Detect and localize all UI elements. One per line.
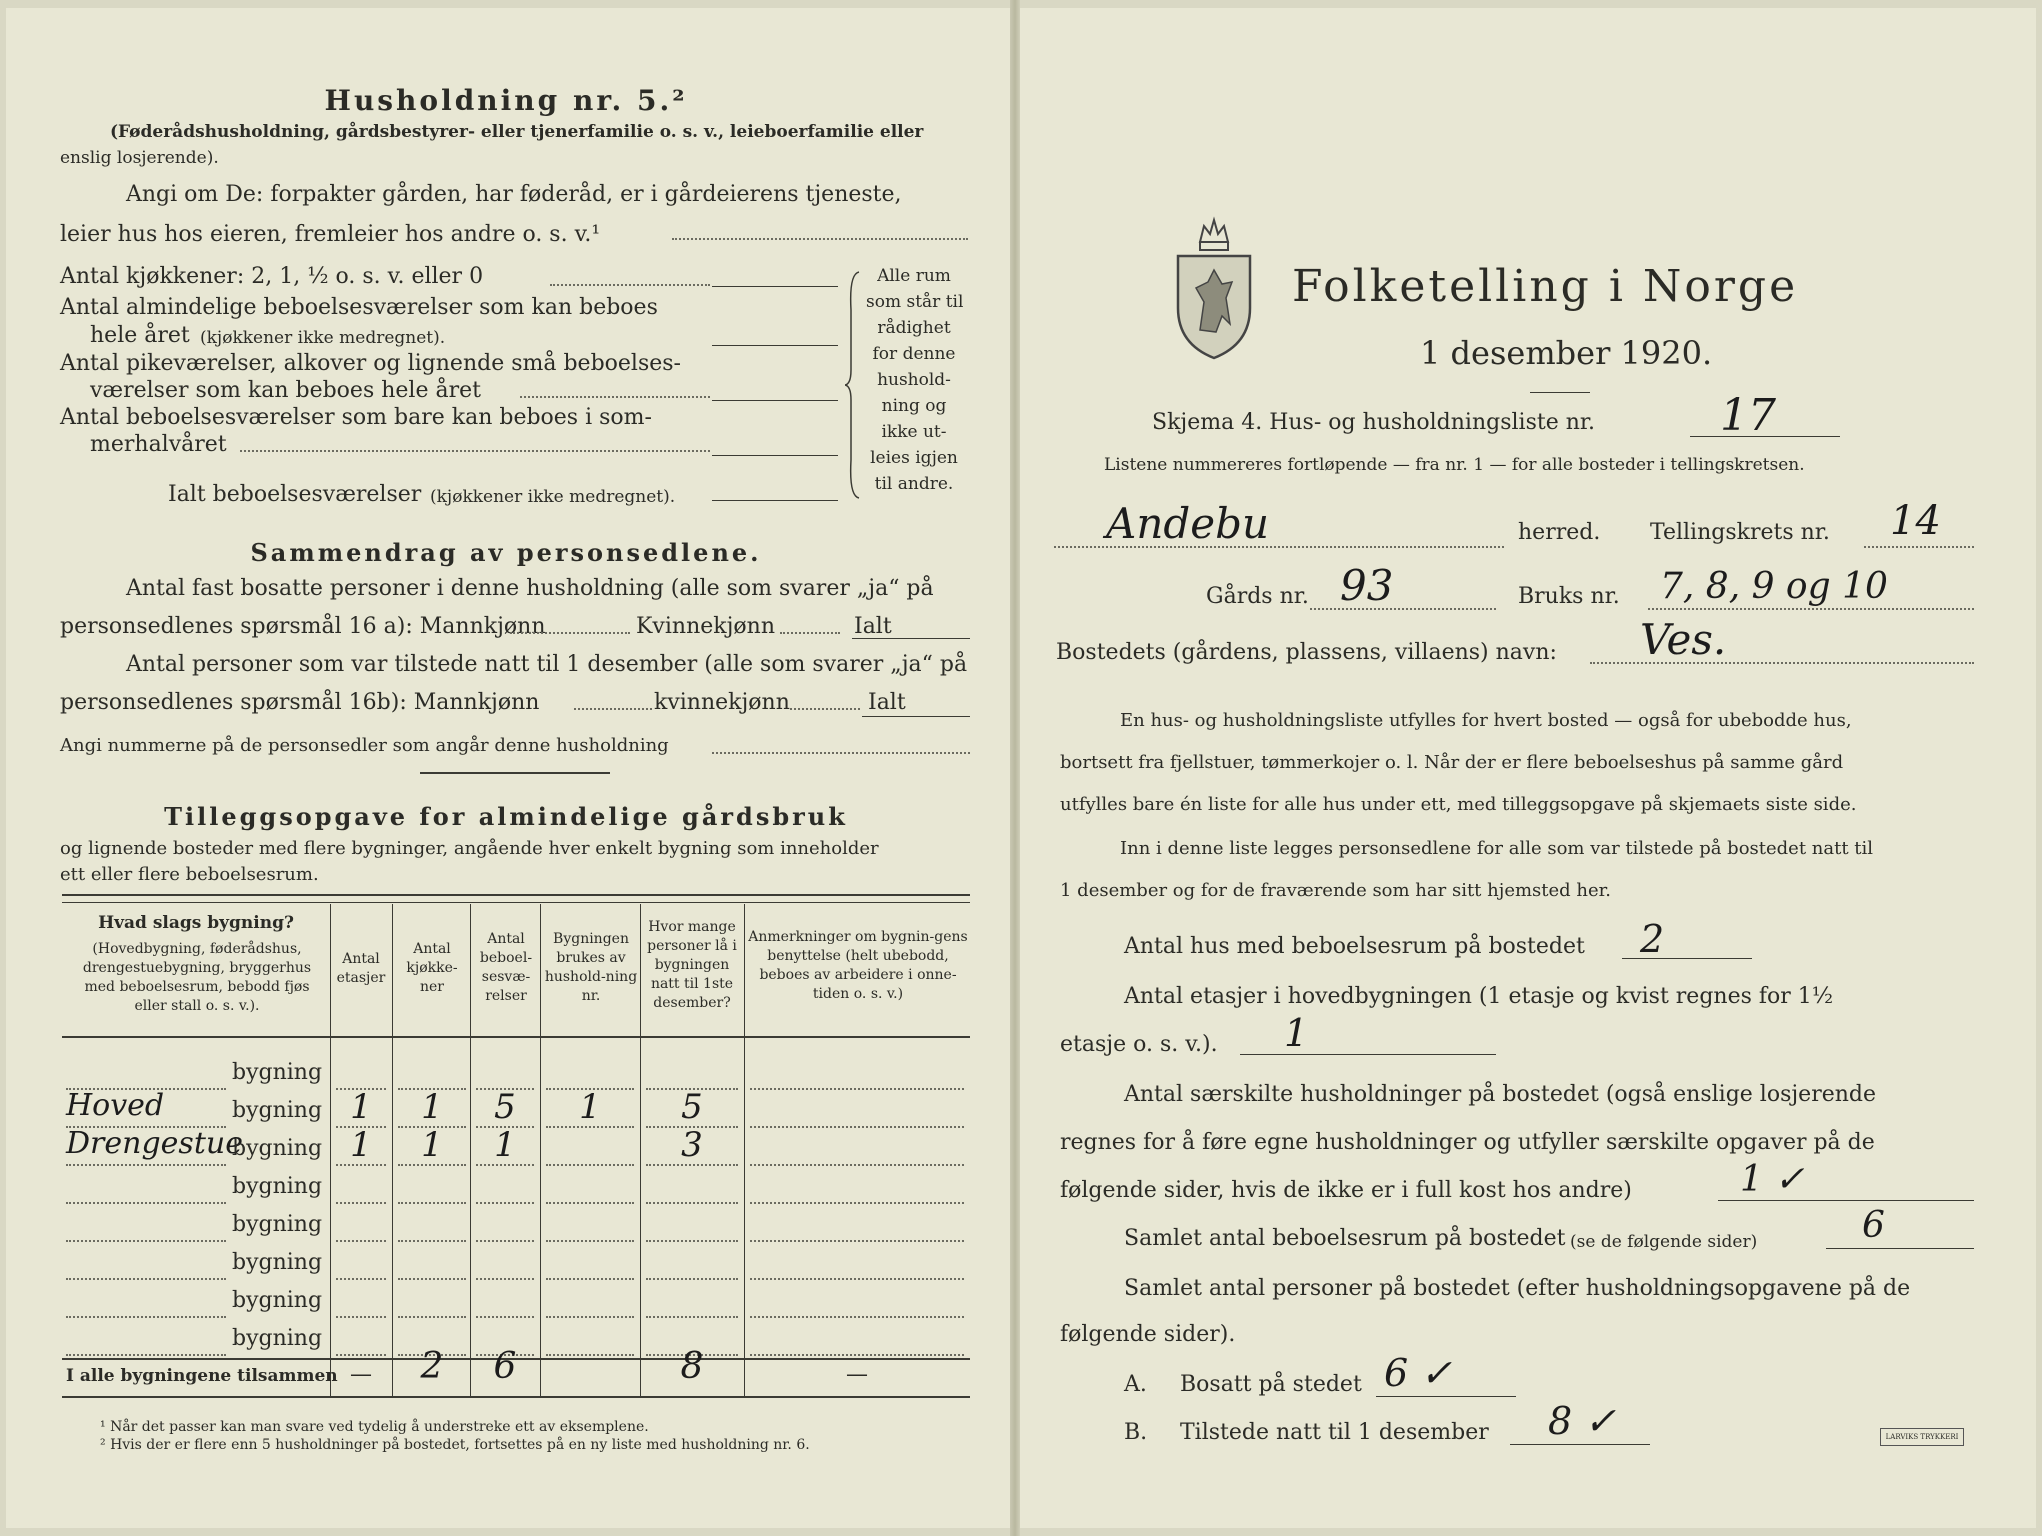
sommer-dots [240,450,710,452]
table-header-rule [62,1036,970,1038]
row-building-label: bygning [232,1326,323,1351]
table-bottom-rule [62,1396,970,1398]
summary-p2-line-1: Antal personer som var tilstede natt til 1 desember (alle som svarer „ja“ på [126,652,968,677]
skjema-line [1690,436,1840,437]
bruks-value: 7, 8, 9 og 10 [1660,566,1888,607]
row-building-label: bygning [232,1250,323,1275]
bruks-label: Bruks nr. [1518,584,1620,609]
row-vaerelser-cell: 5 [494,1087,516,1127]
row-kjokken-cell: 1 [421,1087,443,1127]
tillegg-note-2: ett eller flere beboelsesrum. [60,864,319,885]
col4-header: Bygningen brukes av hushold-ning nr. [544,931,638,1004]
row-cell-line [646,1278,738,1280]
footnote-1: ¹ Når det passer kan man svare ved tydelig å understreke ett av eksemplene. [100,1419,649,1435]
row-etasjer-cell: 1 [350,1125,372,1165]
bruks-line [1648,608,1974,610]
row-cell-line [546,1354,634,1356]
row-personer-cell: 3 [681,1125,703,1165]
q-hush-value: 1 ✓ [1740,1159,1805,1200]
bostedet-label: Bostedets (gårdens, plassens, villaens) navn: [1056,640,1557,665]
a-text: Bosatt på stedet [1180,1372,1362,1397]
instruction-5: 1 desember og for de fraværende som har sitt hjemsted her. [1060,880,1611,901]
summary-p1-mann-line [510,632,630,634]
pike-dots [520,396,710,398]
total-anmerkning: — [846,1362,868,1387]
row-cell-line [336,1278,386,1280]
col5-header: Hvor mange personer lå i bygningen natt til 1ste desember? [647,919,737,1011]
sommer-line-2: merhalvåret [90,432,227,457]
summary-p1-ialt-line [852,638,970,639]
tellingskrets-label: Tellingskrets nr. [1650,520,1830,545]
intro-fill-line [672,238,968,240]
col2-header: Antal kjøkke-ner [406,941,458,995]
ialt-label: Ialt beboelsesværelser [168,482,422,507]
row-cell-line [750,1278,964,1280]
q-hush-line-1: Antal særskilte husholdninger på bostedet (også enslige losjerende [1124,1082,1877,1107]
row-cell-line [476,1278,534,1280]
instruction-4: Inn i denne liste legges personsedlene for alle som var tilstede på bostedet natt til [1120,838,1874,859]
total-kjokken: 2 [420,1346,444,1387]
summary-p2-ialt: Ialt [868,690,906,715]
row-name-line [66,1278,226,1280]
row-cell-line [476,1240,534,1242]
q-rum-label: Samlet antal beboelsesrum på bostedet [1124,1226,1566,1251]
side-note-3: rådighet [877,318,951,338]
summary-p1-kvinne-line [780,632,840,634]
col0-note: (Hovedbygning, føderådshus, drengestuebygning, bryggerhus med beboelsesrum, bebodd fjøs eller stall o. s. v.). [82,941,312,1014]
q-etasjer-value: 1 [1284,1011,1309,1055]
summary-p2-kvinne-line [790,708,860,710]
row-cell-line [398,1202,466,1204]
summary-p1-kvinne: Kvinnekjønn [636,614,775,639]
col1-header: Antal etasjer [336,951,386,986]
row-building-label: bygning [232,1060,323,1085]
census-date: 1 desember 1920. [1420,334,1713,372]
row-cell-line [750,1240,964,1242]
gards-value: 93 [1340,561,1394,610]
table-col-line-3 [470,904,471,1396]
row-building-name: Hoved [66,1088,165,1123]
instruction-2: bortsett fra fjellstuer, tømmerkojer o. l. Når der er flere beboelseshus på samme gård [1060,752,1844,773]
col0-title: Hvad slags bygning? [98,913,294,933]
row-hush-cell: 1 [579,1087,601,1127]
q-pers-line-2: følgende sider). [1060,1322,1236,1347]
side-note-2: som står til [866,292,964,312]
row-cell-line [476,1316,534,1318]
q-etasjer-line-2: etasje o. s. v.). [1060,1032,1218,1057]
gards-line [1310,608,1496,610]
q-hush-line-2: regnes for å føre egne husholdninger og utfyller særskilte opgaver på de [1060,1130,1875,1155]
row-cell-line [336,1316,386,1318]
row-cell-line [750,1088,964,1090]
row-cell-line [750,1126,964,1128]
pike-line-2: værelser som kan beboes hele året [90,378,481,403]
ialt-note: (kjøkkener ikke medregnet). [430,487,676,507]
row-name-line [66,1354,226,1356]
table-col-line-5 [640,904,641,1396]
row-cell-line [398,1240,466,1242]
row-etasjer-cell: 1 [350,1087,372,1127]
b-line [1510,1444,1650,1445]
col6-header: Anmerkninger om bygnin-gens benyttelse (helt ubebodd, beboes av arbeidere i onne-tiden o. s. v.) [748,929,968,1002]
table-col-line-2 [392,904,393,1396]
total-label: I alle bygningene tilsammen [66,1366,338,1386]
row-cell-line [336,1202,386,1204]
summary-p1-ialt: Ialt [854,614,892,639]
side-note-6: ning og [881,396,947,416]
q-hush-line-3: følgende sider, hvis de ikke er i full kost hos andre) [1060,1178,1632,1203]
q-hus-line [1622,958,1752,959]
summary-p2-line-2: personsedlenes spørsmål 16b): Mannkjønn [60,690,540,715]
row-kjokken-cell: 1 [421,1125,443,1165]
printer-stamp: LARVIKS TRYKKERI [1880,1428,1964,1446]
summary-p1-line-1: Antal fast bosatte personer i denne husholdning (alle som svarer „ja“ på [126,576,934,601]
page-fold [1010,0,1020,1536]
herred-line [1054,546,1504,548]
household-heading: Husholdning nr. 5.² [324,84,688,117]
q-rum-value: 6 [1862,1205,1885,1246]
sommer-line-1: Antal beboelsesværelser som bare kan beboes i som- [60,405,652,430]
row-cell-line [750,1354,964,1356]
tillegg-heading: Tilleggsopgave for almindelige gårdsbruk [164,802,848,831]
b-value: 8 ✓ [1548,1399,1617,1443]
instruction-3: utfylles bare én liste for alle hus under ett, med tilleggsopgave på skjemaets siste side. [1060,794,1857,815]
side-note-5: hushold- [877,370,951,390]
table-col-line-4 [540,904,541,1396]
row-cell-line [546,1316,634,1318]
tellingskrets-line [1864,546,1974,548]
row-cell-line [546,1240,634,1242]
bostedet-value: Ves. [1640,615,1727,664]
summary-p2-mann-line [574,708,652,710]
row-building-label: bygning [232,1212,323,1237]
summary-p1-line-2: personsedlenes spørsmål 16 a): Mannkjønn [60,614,546,639]
nummerne-line [712,752,970,754]
row-cell-line [646,1316,738,1318]
row-cell-line [750,1202,964,1204]
q-rum-note: (se de følgende sider) [1570,1232,1758,1252]
pike-answer-line [712,400,838,401]
gards-label: Gårds nr. [1206,584,1309,609]
summary-p2-kvinne: kvinnekjønn [654,690,790,715]
beboelse-line-2: hele året [90,323,190,348]
side-note-9: til andre. [874,474,954,494]
intro-line-2: leier hus hos eieren, fremleier hos andre o. s. v.¹ [60,222,601,247]
household-heading-note-2: enslig losjerende). [60,148,219,168]
table-top-rule [62,894,970,896]
nummerne-label: Angi nummerne på de personsedler som angår denne husholdning [60,735,669,756]
row-cell-line [546,1202,634,1204]
row-cell-line [546,1278,634,1280]
row-building-label: bygning [232,1288,323,1313]
q-etasjer-line-1: Antal etasjer i hovedbygningen (1 etasje og kvist regnes for 1½ [1124,984,1834,1009]
listene-note: Listene nummereres fortløpende — fra nr. 1 — for alle bosteder i tellingskretsen. [1104,455,1805,475]
total-etasjer: — [350,1362,372,1387]
side-note-8: leies igjen [870,448,958,468]
row-personer-cell: 5 [681,1087,703,1127]
skjema-value: 17 [1720,390,1776,441]
row-building-label: bygning [232,1136,323,1161]
row-building-label: bygning [232,1098,323,1123]
herred-value: Andebu [1106,499,1270,548]
table-top-rule-2 [62,902,970,903]
row-cell-line [336,1240,386,1242]
row-building-name: Drengestue [66,1126,243,1161]
table-col-line-1 [330,904,331,1396]
tillegg-note-1: og lignende bosteder med flere bygninger, angående hver enkelt bygning som inneholder [60,838,879,859]
coat-of-arms-icon [1170,212,1258,362]
instruction-1: En hus- og husholdningsliste utfylles for hvert bosted — også for ubebodde hus, [1120,710,1852,731]
section-divider [420,772,610,774]
row-cell-line [546,1164,634,1166]
q-rum-line [1826,1248,1974,1249]
q-etasjer-line [1240,1054,1496,1055]
summary-heading: Sammendrag av personsedlene. [250,538,762,567]
side-note-4: for denne [872,344,956,364]
row-name-line [66,1164,226,1166]
row-name-line [66,1240,226,1242]
herred-label: herred. [1518,520,1601,545]
row-cell-line [398,1316,466,1318]
q-hus-label: Antal hus med beboelsesrum på bostedet [1124,934,1585,959]
beboelse-answer-line [712,345,838,346]
household-heading-note: (Føderådshusholdning, gårdsbestyrer- eller tjenerfamilie o. s. v., leieboerfamilie eller [110,122,924,142]
row-cell-line [750,1164,964,1166]
skjema-label: Skjema 4. Hus- og husholdningsliste nr. [1152,410,1595,435]
row-cell-line [398,1278,466,1280]
side-note-1: Alle rum [877,266,951,286]
kjokken-answer-line [712,286,838,287]
a-line [1376,1396,1516,1397]
intro-line-1: Angi om De: forpakter gården, har føderåd, er i gårdeierens tjeneste, [126,182,902,207]
b-label: B. [1124,1420,1148,1445]
row-name-line [66,1202,226,1204]
tellingskrets-value: 14 [1890,498,1941,544]
total-vaerelser: 6 [493,1346,517,1387]
pike-line-1: Antal pikeværelser, alkover og lignende små beboelses- [60,351,681,376]
table-col-line-6 [744,904,745,1396]
q-hus-value: 2 [1640,917,1665,961]
summary-p2-ialt-line [862,716,970,717]
total-personer: 8 [680,1346,704,1387]
census-title: Folketelling i Norge [1292,261,1799,312]
q-pers-line-1: Samlet antal personer på bostedet (efter husholdningsopgavene på de [1124,1276,1911,1301]
kjokken-label: Antal kjøkkener: 2, 1, ½ o. s. v. eller 0 [60,264,484,289]
a-label: A. [1124,1372,1147,1397]
beboelse-line-1: Antal almindelige beboelsesværelser som kan beboes [60,295,658,320]
bostedet-line [1590,662,1974,664]
b-text: Tilstede natt til 1 desember [1180,1420,1489,1445]
row-cell-line [646,1240,738,1242]
col3-header: Antal beboel-sesvæ-relser [479,931,533,1004]
row-name-line [66,1316,226,1318]
a-value: 6 ✓ [1384,1351,1453,1395]
sommer-answer-line [712,455,838,456]
footnote-2: ² Hvis der er flere enn 5 husholdninger på bostedet, fortsettes på en ny liste med husholdning nr. 6. [100,1437,810,1453]
title-divider [1530,392,1590,393]
row-cell-line [336,1354,386,1356]
ialt-answer-line [712,500,838,501]
row-cell-line [750,1316,964,1318]
row-vaerelser-cell: 1 [494,1125,516,1165]
row-building-label: bygning [232,1174,323,1199]
row-cell-line [646,1202,738,1204]
beboelse-line-2-note: (kjøkkener ikke medregnet). [200,328,446,348]
kjokken-dots [550,284,710,286]
q-hush-line [1718,1200,1974,1201]
side-note-7: ikke ut- [881,422,947,442]
side-note-brace [845,270,865,500]
row-cell-line [476,1202,534,1204]
